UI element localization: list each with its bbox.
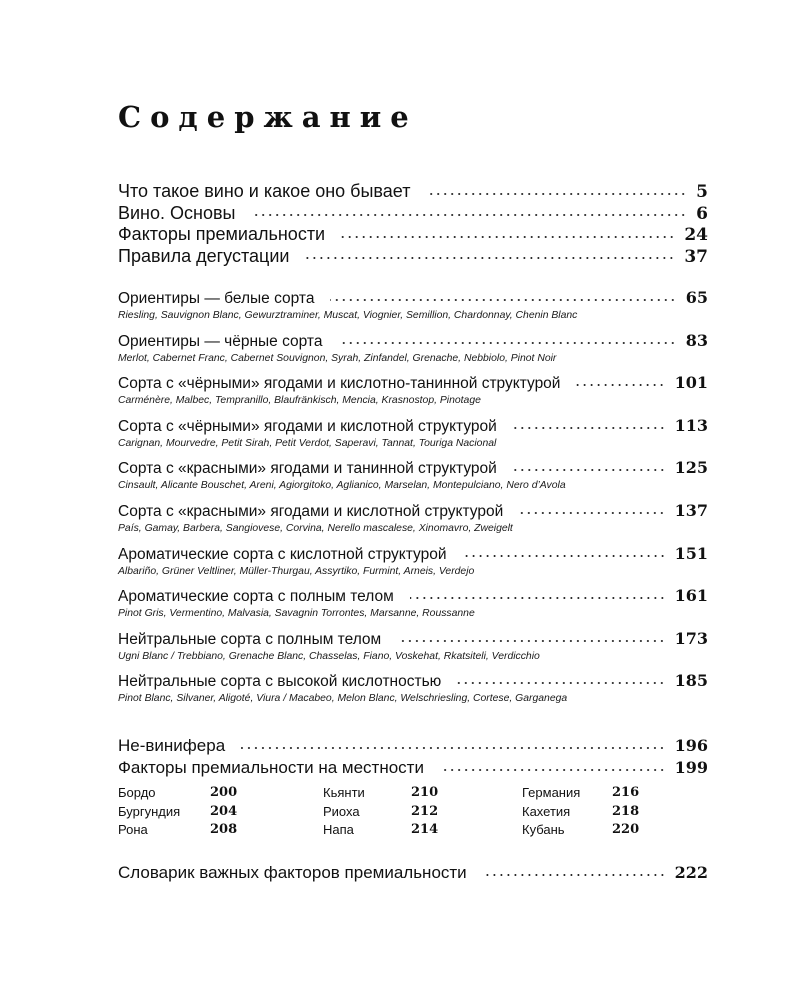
region-index (118, 785, 708, 845)
grape-list: Pinot Gris, Vermentino, Malvasia, Savagnin Torrontes, Marsanne, Roussanne (118, 608, 475, 620)
entry-title: Сорта с «чёрными» ягодами и кислотной структурой (118, 417, 497, 435)
entry-title: Ориентиры — белые сорта (118, 290, 315, 307)
toc-entry[interactable] (118, 544, 708, 564)
region-name: Риоха (323, 804, 360, 819)
variety-block (118, 458, 708, 501)
dot-leader (330, 299, 676, 301)
dot-leader (519, 512, 665, 514)
entry-page: 173 (674, 628, 708, 648)
grape-list: Albariño, Grüner Veltliner, Müller-Thurgau, Assyrtiko, Furmint, Arneis, Verdejo (118, 565, 475, 577)
entry-title: Ароматические сорта с полным телом (118, 588, 394, 606)
dot-leader (397, 640, 665, 642)
dot-leader (305, 257, 675, 259)
dot-leader (251, 214, 687, 216)
variety-block (118, 586, 708, 629)
toc-bottom-group (118, 735, 708, 779)
region-name: Бордо (118, 785, 156, 800)
dot-leader (426, 193, 687, 195)
entry-page: 6 (696, 203, 708, 224)
region-name: Напа (323, 822, 354, 837)
entry-page: 196 (674, 736, 708, 755)
entry-page: 222 (674, 863, 708, 882)
region-page: 210 (411, 785, 439, 800)
entry-title: Сорта с «красными» ягодами и танинной структурой (118, 460, 497, 478)
entry-page: 5 (696, 182, 708, 202)
variety-block (118, 629, 708, 672)
entry-title: Сорта с «красными» ягодами и кислотной структурой (118, 502, 504, 520)
entry-title: Ориентиры — чёрные сорта (118, 332, 323, 350)
region-page: 220 (612, 822, 640, 837)
region-page: 216 (612, 785, 640, 800)
toc-entry[interactable] (118, 862, 708, 884)
toc-entry[interactable] (118, 224, 708, 246)
entry-page: 125 (674, 458, 708, 478)
variety-block (118, 671, 708, 714)
toc-top-group (118, 181, 708, 267)
region-name: Кубань (522, 822, 565, 837)
toc-entry[interactable] (118, 757, 708, 779)
region-page: 212 (411, 804, 439, 819)
region-page: 200 (210, 785, 238, 800)
toc-glossary (118, 862, 708, 884)
entry-title: Что такое вино и какое оно бывает (118, 181, 411, 201)
variety-block (118, 331, 708, 374)
entry-page: 113 (674, 415, 708, 435)
region-page: 208 (210, 822, 238, 837)
dot-leader (410, 597, 666, 599)
variety-block (118, 501, 708, 544)
entry-page: 24 (684, 225, 708, 245)
grape-list: Pinot Blanc, Silvaner, Aligoté, Viura / Macabeo, Melon Blanc, Welschriesling, Cortese, Garganega (118, 693, 568, 705)
toc-entry[interactable] (118, 501, 708, 521)
entry-page: 83 (685, 330, 708, 350)
grape-list: Carignan, Mourvedre, Petit Sirah, Petit Verdot, Saperavi, Tannat, Touriga Nacional (118, 437, 497, 449)
region-name: Рона (118, 822, 148, 837)
toc-entry[interactable] (118, 671, 708, 691)
variety-block (118, 544, 708, 587)
entry-page: 199 (674, 758, 708, 777)
entry-page: 137 (674, 500, 708, 520)
toc-entry[interactable] (118, 629, 708, 649)
toc-entry[interactable] (118, 331, 708, 351)
entry-title: Вино. Основы (118, 202, 236, 223)
entry-title: Ароматические сорта с кислотной структурой (118, 545, 447, 563)
region-name: Кахетия (522, 804, 571, 819)
region-name: Кьянти (323, 785, 365, 800)
toc-entry[interactable] (118, 181, 708, 203)
dot-leader (338, 342, 676, 344)
entry-page: 65 (685, 288, 708, 307)
entry-title: Словарик важных факторов премиальности (118, 863, 467, 882)
dot-leader (241, 747, 665, 749)
toc-entry[interactable] (118, 373, 708, 393)
entry-page: 37 (684, 246, 708, 267)
grape-list: Merlot, Cabernet Franc, Cabernet Souvignon, Syrah, Zinfandel, Grenache, Nebbiolo, Pinot Noir (118, 352, 557, 364)
variety-block (118, 416, 708, 459)
entry-title: Сорта с «чёрными» ягодами и кислотно-танинной структурой (118, 375, 561, 393)
dot-leader (513, 469, 666, 471)
grape-list: Cinsault, Alicante Bouschet, Areni, Agiorgitoko, Aglianico, Marselan, Montepulciano, Nero d’Avola (118, 480, 566, 492)
toc-entry[interactable] (118, 246, 708, 268)
entry-title: Нейтральные сорта с высокой кислотностью (118, 673, 442, 691)
toc-entry[interactable] (118, 586, 708, 606)
region-page: 204 (210, 804, 238, 819)
entry-title: Факторы премиальности на местности (118, 758, 424, 777)
grape-list: País, Gamay, Barbera, Sangiovese, Corvina, Nerello mascalese, Xinomavro, Zweigelt (118, 522, 513, 534)
dot-leader (341, 236, 675, 238)
entry-title: Факторы премиальности (118, 224, 326, 244)
dot-leader (483, 874, 666, 876)
entry-page: 151 (674, 543, 708, 563)
grape-list: Ugni Blanc / Trebbiano, Grenache Blanc, Chasselas, Fiano, Voskehat, Rkatsiteli, Verdicchio (118, 650, 540, 662)
variety-block (118, 373, 708, 416)
toc-entry[interactable] (118, 288, 708, 308)
region-name: Бургундия (118, 804, 181, 819)
entry-title: Правила дегустации (118, 245, 290, 266)
toc-entry[interactable] (118, 203, 708, 225)
dot-leader (440, 769, 666, 771)
toc-title: Содержание (118, 100, 418, 134)
dot-leader (513, 427, 666, 429)
toc-entry[interactable] (118, 735, 708, 757)
region-name: Германия (522, 785, 581, 800)
entry-title: Не-винифера (118, 736, 226, 755)
entry-page: 185 (674, 671, 708, 691)
dot-leader (576, 384, 665, 386)
entry-title: Нейтральные сорта с полным телом (118, 630, 382, 648)
region-page: 214 (411, 822, 439, 837)
toc-entry[interactable] (118, 458, 708, 478)
toc-varieties-group (118, 288, 708, 714)
entry-page: 161 (674, 586, 708, 606)
grape-list: Riesling, Sauvignon Blanc, Gewurztraminer, Muscat, Viognier, Semillion, Chardonnay, Chenin Blanc (118, 310, 578, 321)
toc-entry[interactable] (118, 416, 708, 436)
grape-list: Carménère, Malbec, Tempranillo, Blaufränkisch, Mencia, Krasnostop, Pinotage (118, 395, 481, 407)
variety-block (118, 288, 708, 331)
dot-leader (457, 682, 665, 684)
entry-page: 101 (674, 373, 708, 393)
dot-leader (463, 555, 666, 557)
region-page: 218 (612, 804, 640, 819)
